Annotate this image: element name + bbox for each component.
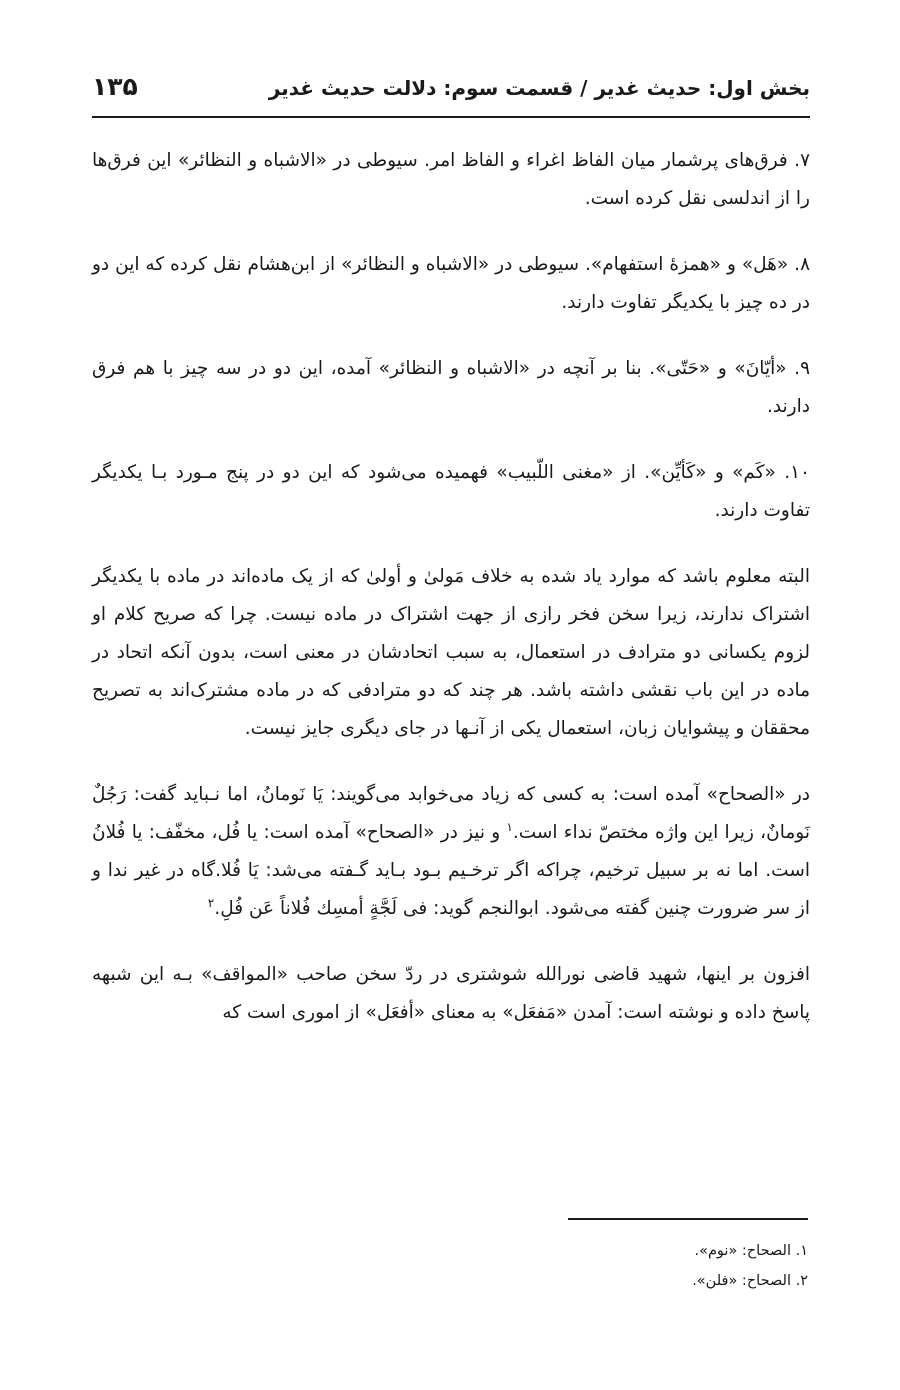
footnote-2: ۲. الصحاح: «فلن». xyxy=(692,1273,808,1289)
footnote-ref-1[interactable]: ۱ xyxy=(506,819,513,834)
footnotes xyxy=(90,1236,808,1296)
footnote-1: ۱. الصحاح: «نوم». xyxy=(694,1243,808,1259)
paragraph-shared-root: البته معلوم باشد که موارد یاد شده به خلاف مَولیٰ و أولیٰ که از یک ماده‌اند در ماده با یکدیگر اشتراک ندارند، زیرا سخن فخر رازی از جهت اشتراک در ماده نیست. چرا که صریح کلام او لزوم یکسانی دو مترادف در استعمال، به سبب اتحادشان در معنی است، بدون آنکه اتحاد در ماده در این باب نقشی داشته باشد. هر چند که دو مترادفی که در ماده مشترک‌اند به تصریح محققان و پیشوایان زبان، استعمال یکی از آنـها در جای دیگری جایز نیست. xyxy=(92,566,810,739)
page-header xyxy=(92,62,810,118)
paragraph-item-10: ۱۰. «کَم» و «کَأیِّن». از «مغنی اللّبیب» فهمیده می‌شود که این دو در پنج مـورد بـا یکدیگر تفاوت دارند. xyxy=(92,462,810,521)
sahah-text-part2: و نیز در «الصحاح» آمده است: یا فُل، مخفّف: یا فُلانُ است. اما نه بر سبیل ترخیم، چراکه اگر ترخـیم بـود بـاید گـفته می‌شد: یَا فُلا.گاه در غیر ندا و از سر ضرورت چنین گفته می‌شود. ابوالنجم گوید: فی لَجَّةٍ أمسِك فُلاناً عَن فُلِ. xyxy=(92,822,810,919)
page-number: ۱۳۵ xyxy=(92,72,138,101)
paragraph-item-9: ۹. «أیّانَ» و «حَتّی». بنا بر آنچه در «الاشباه و النظائر» آمده، این دو در سه چیز با هم فرق دارند. xyxy=(92,358,810,417)
paragraph-item-8: ۸. «هَل» و «همزهٔ استفهام». سیوطی در «الاشباه و النظائر» از ابن‌هشام نقل کرده که این دو در ده چیز با یکدیگر تفاوت دارند. xyxy=(92,254,810,313)
footnote-ref-2[interactable]: ۲ xyxy=(207,895,215,910)
footnote-divider xyxy=(568,1218,808,1220)
page-body xyxy=(92,142,810,1060)
paragraph-item-7: ۷. فرق‌های پرشمار میان الفاظ اغراء و الفاظ امر. سیوطی در «الاشباه و النظائر» این فرق‌ها را از اندلسی نقل کرده است. xyxy=(92,150,810,209)
sahah-text-part1: در «الصحاح» آمده است: به کسی که زیاد می‌خوابد می‌گویند: یَا نَومانُ، اما نـباید گفت: رَجُلٌ نَومانٌ، زیرا این واژه مختصّ نداء است. xyxy=(92,784,810,843)
running-head: بخش اول: حدیث غدیر / قسمت سوم: دلالت حدیث غدیر xyxy=(268,76,810,100)
paragraph-sahah xyxy=(92,776,810,928)
paragraph-continued: افزون بر اینها، شهید قاضی نورالله شوشتری در ردّ سخن صاحب «المواقف» بـه این شبهه پاسخ داده و نوشته است: آمدن «مَفعَل» به معنای «أفعَل» از اموری است که xyxy=(92,964,810,1023)
